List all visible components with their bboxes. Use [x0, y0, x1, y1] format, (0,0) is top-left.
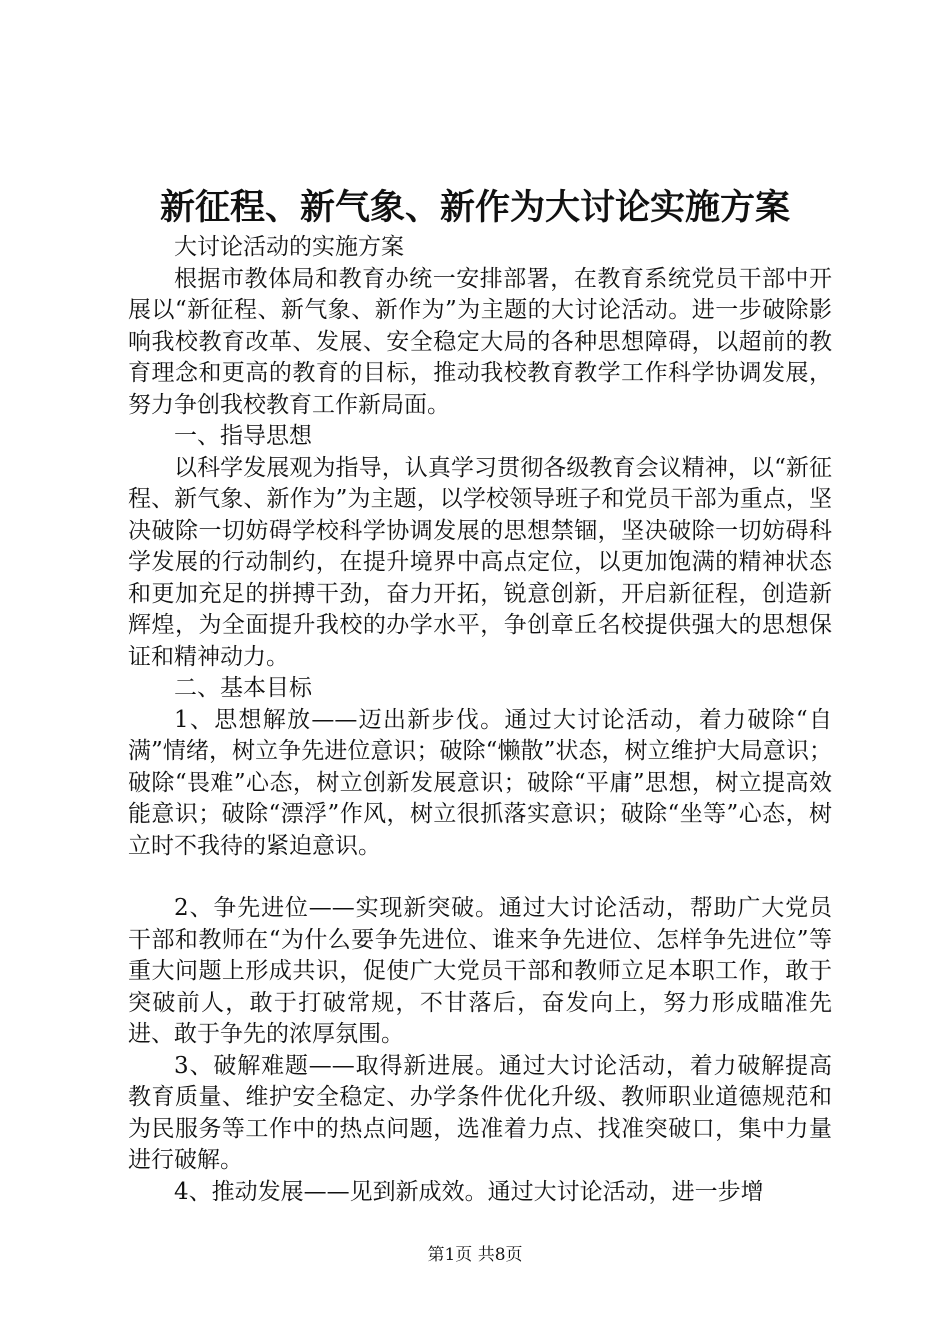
page-indicator: 第1页 共8页 [427, 1245, 523, 1265]
section-heading-basic-goals: 二、基本目标 [174, 675, 312, 701]
guiding-thought-paragraph: 以科学发展观为指导，认真学习贯彻各级教育会议精神，以“新征程、新气象、新作为”为主题，以学校领导班子和党员干部为重点，坚决破除一切妨碍学校科学协调发展的思想禁锢，坚决破除一切妨碍科学发展的行动制约，在提升境界中高点定位，以更加饱满的精神状态和更加充足的拼搏干劲，奋力开拓，锐意创新，开启新征程，创造新辉煌，为全面提升我校的办学水平，争创章丘名校提供强大的思想保证和精神动力。 [128, 454, 832, 670]
document-title: 新征程、新气象、新作为大讨论实施方案 [159, 187, 790, 228]
subtitle-paragraph: 大讨论活动的实施方案 [174, 234, 404, 260]
intro-paragraph: 根据市教体局和教育办统一安排部署，在教育系统党员干部中开展以“新征程、新气象、新作为”为主题的大讨论活动。进一步破除影响我校教育改革、发展、安全稳定大局的各种思想障碍，以超前的教育理念和更高的教育的目标，推动我校教育教学工作科学协调发展，努力争创我校教育工作新局面。 [128, 265, 832, 418]
goal-paragraph-4: 4、推动发展——见到新成效。通过大讨论活动，进一步增 [174, 1178, 764, 1205]
goal-paragraph-3: 3、破解难题——取得新进展。通过大讨论活动，着力破解提高教育质量、维护安全稳定、办学条件优化升级、教师职业道德规范和为民服务等工作中的热点问题，选准着力点、找准突破口，集中力量进行破解。 [128, 1052, 832, 1173]
goal-paragraph-1: 1、思想解放——迈出新步伐。通过大讨论活动，着力破除“自满”情绪，树立争先进位意识；破除“懒散”状态，树立维护大局意识；破除“畏难”心态，树立创新发展意识；破除“平庸”思想，树立提高效能意识；破除“漂浮”作风，树立很抓落实意识；破除“坐等”心态，树立时不我待的紧迫意识。 [128, 706, 832, 859]
document-body [128, 232, 832, 1208]
goal-paragraph-2: 2、争先进位——实现新突破。通过大讨论活动，帮助广大党员干部和教师在“为什么要争先进位、谁来争先进位、怎样争先进位”等重大问题上形成共识，促使广大党员干部和教师立足本职工作，敢于突破前人，敢于打破常规，不甘落后，奋发向上，努力形成瞄准先进、敢于争先的浓厚氛围。 [128, 895, 832, 1047]
section-heading-guiding-thought: 一、指导思想 [174, 423, 312, 449]
